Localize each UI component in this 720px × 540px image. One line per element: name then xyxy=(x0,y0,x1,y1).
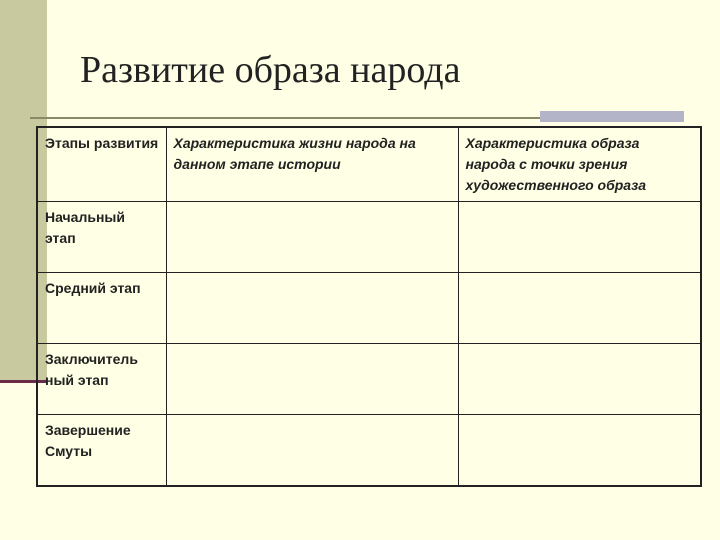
table-row xyxy=(37,344,701,415)
life-cell xyxy=(166,273,458,344)
life-cell xyxy=(166,344,458,415)
stage-cell: Начальный этап xyxy=(37,202,166,273)
header-life-characteristic: Характеристика жизни народа на данном этапе истории xyxy=(166,127,458,202)
stages-table xyxy=(36,126,702,487)
life-cell xyxy=(166,415,458,486)
stage-cell: Заключитель ный этап xyxy=(37,344,166,415)
table-row xyxy=(37,415,701,486)
stage-cell: Завершение Смуты xyxy=(37,415,166,486)
image-cell xyxy=(458,415,701,486)
image-cell xyxy=(458,202,701,273)
slide-title: Развитие образа народа xyxy=(80,49,461,91)
image-cell xyxy=(458,344,701,415)
life-cell xyxy=(166,202,458,273)
table-header-row xyxy=(37,127,701,202)
table-row xyxy=(37,273,701,344)
header-image-characteristic: Характеристика образа народа с точки зрения художественного образа xyxy=(458,127,701,202)
title-divider xyxy=(30,117,570,119)
table-row xyxy=(37,202,701,273)
header-stages: Этапы развития xyxy=(37,127,166,202)
divider-accent-block xyxy=(540,111,684,122)
stage-cell: Средний этап xyxy=(37,273,166,344)
image-cell xyxy=(458,273,701,344)
